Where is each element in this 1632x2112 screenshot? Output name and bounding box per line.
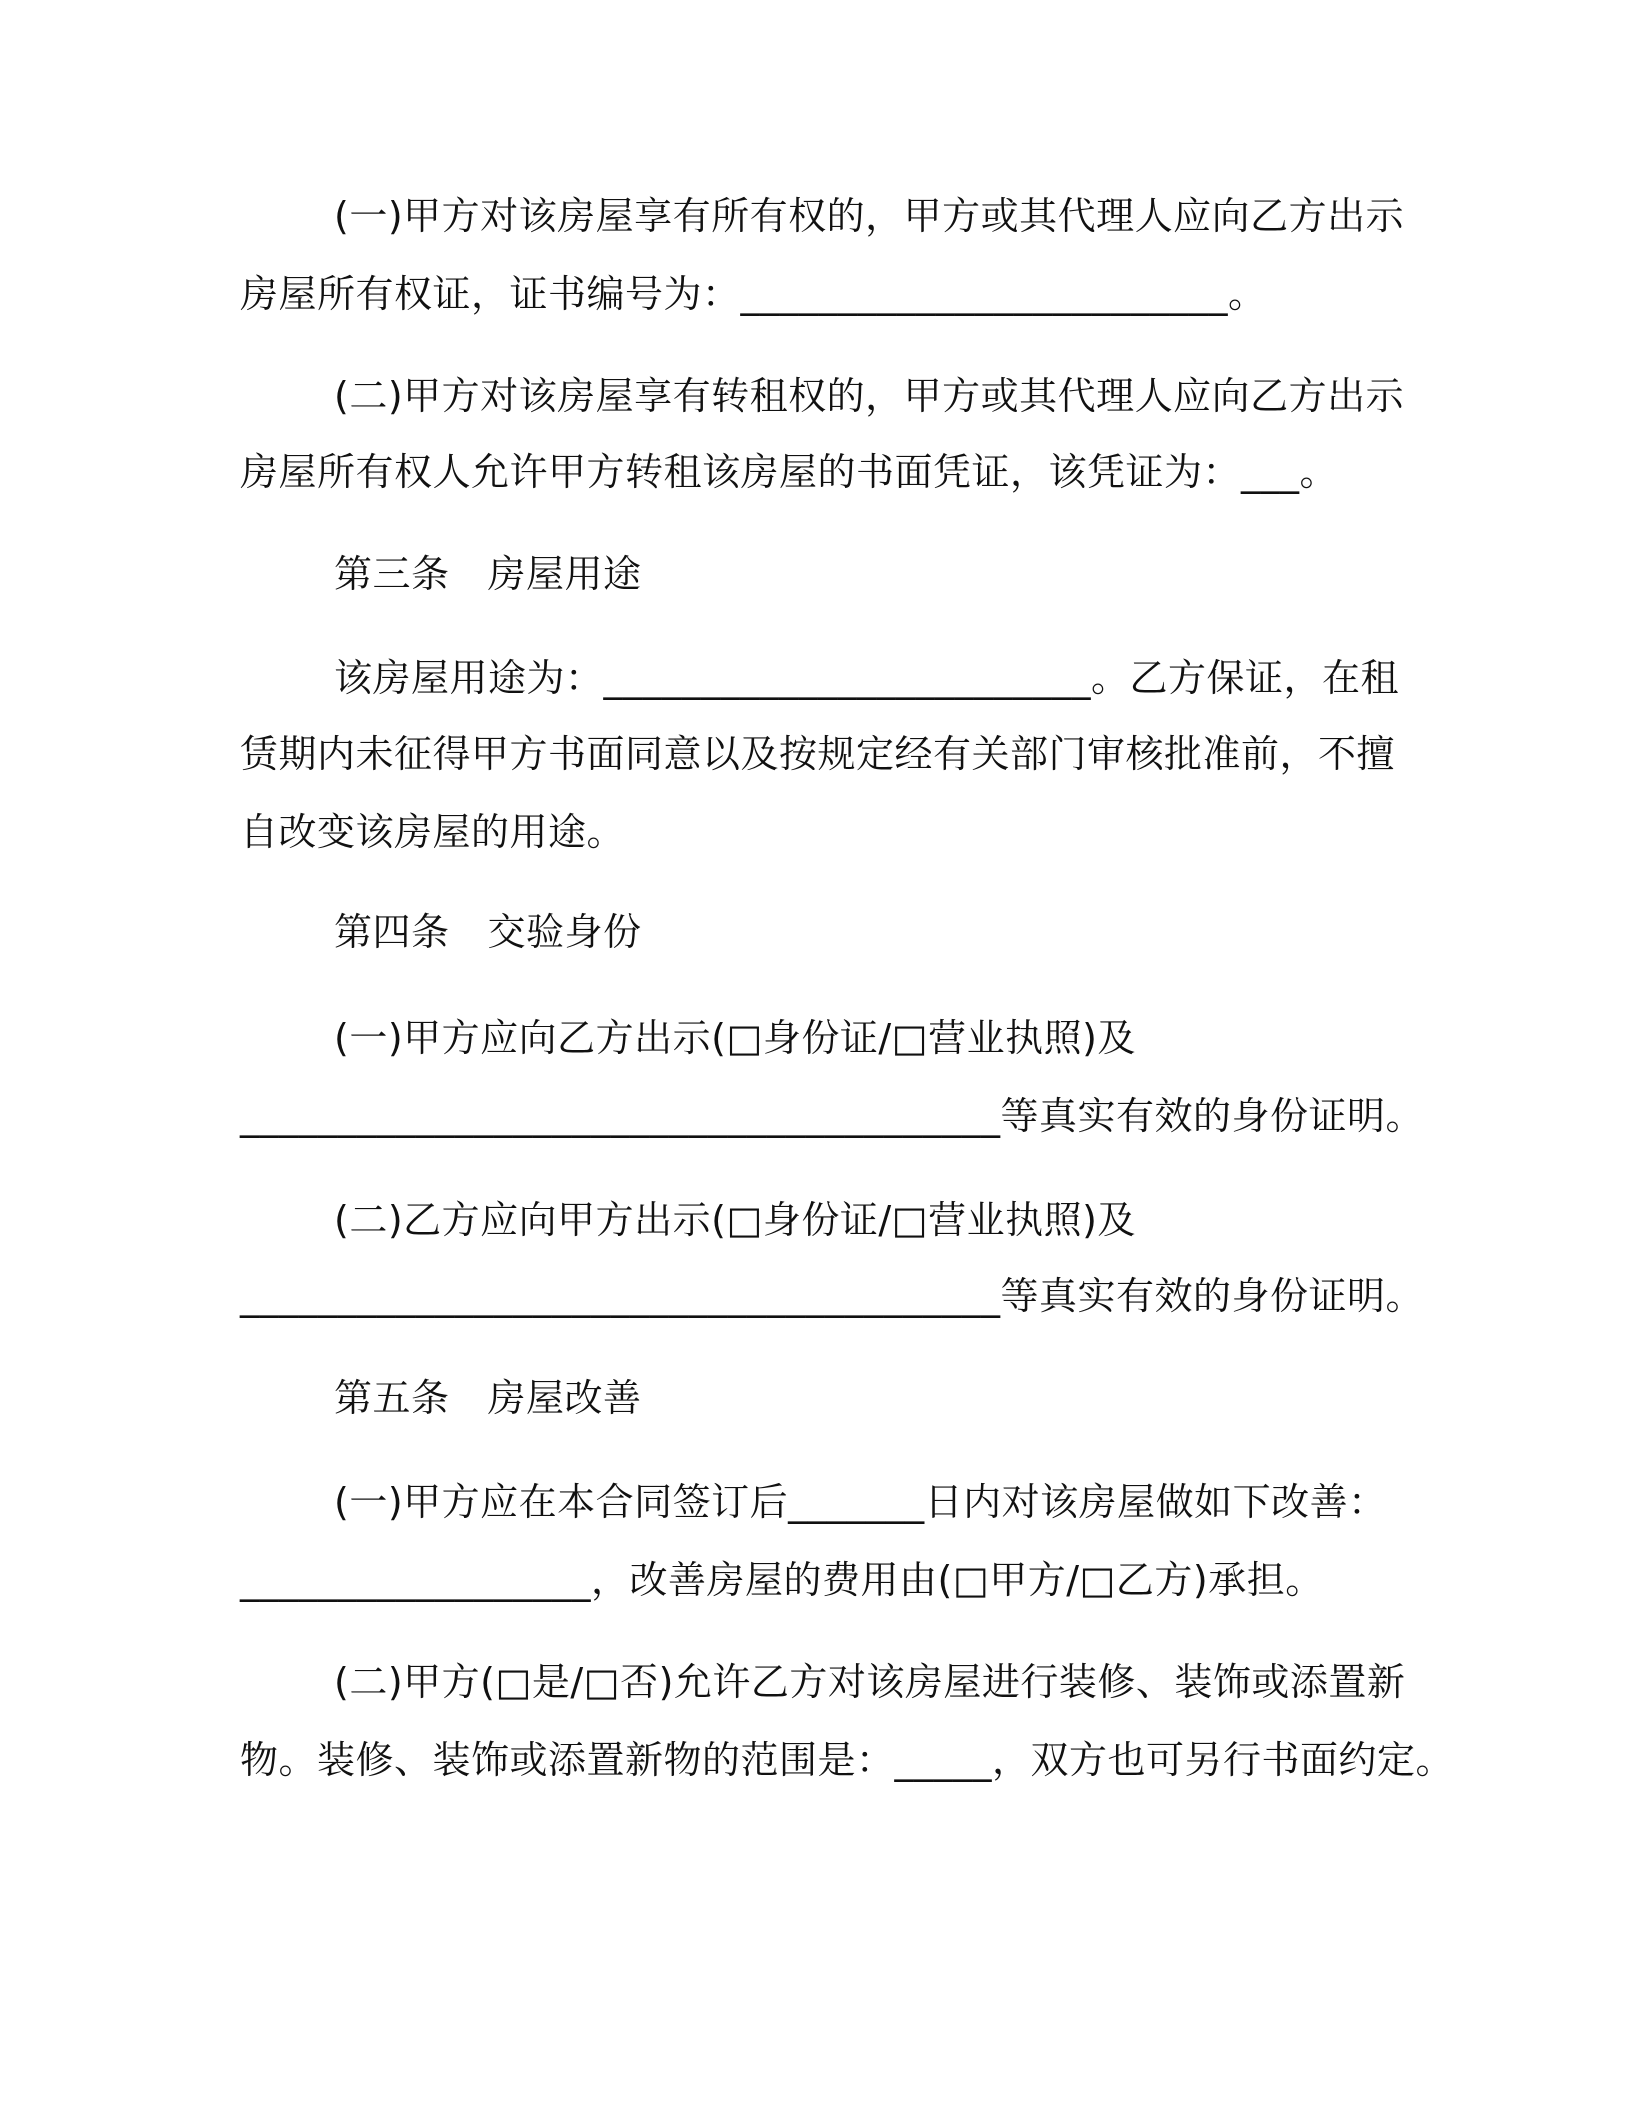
para-3-line-3: 自改变该房屋的用途。	[240, 810, 626, 854]
para-1-line-1: (一)甲方对该房屋享有所有权的，甲方或其代理人应向乙方出示	[334, 194, 1405, 238]
para-4-line-2: _______________________________________等真实有效的身份证明。	[240, 1094, 1425, 1138]
para-4-line-1: (一)甲方应向乙方出示(□身份证/□营业执照)及	[334, 1016, 1136, 1060]
para-6-line-1: (一)甲方应在本合同签订后_______日内对该房屋做如下改善：	[334, 1480, 1387, 1524]
para-5-line-2: _______________________________________等真实有效的身份证明。	[240, 1274, 1425, 1318]
article-3-heading	[334, 548, 642, 600]
article-5-number: 第五条	[334, 1376, 450, 1420]
para-5-line-1: (二)乙方应向甲方出示(□身份证/□营业执照)及	[334, 1198, 1136, 1242]
para-2-line-2: 房屋所有权人允许甲方转租该房屋的书面凭证，该凭证为：___。	[240, 450, 1339, 494]
para-7-line-2: 物。装修、装饰或添置新物的范围是：_____，双方也可另行书面约定。	[240, 1738, 1455, 1782]
article-3-number: 第三条	[334, 552, 450, 596]
article-5-heading	[334, 1372, 642, 1424]
para-6-line-2: __________________，改善房屋的费用由(□甲方/□乙方)承担。	[240, 1558, 1324, 1602]
para-3-line-2: 赁期内未征得甲方书面同意以及按规定经有关部门审核批准前，不擅	[240, 732, 1396, 776]
para-2-line-1: (二)甲方对该房屋享有转租权的，甲方或其代理人应向乙方出示	[334, 374, 1405, 418]
para-1-line-2: 房屋所有权证，证书编号为：_________________________。	[240, 272, 1267, 316]
article-5-title: 房屋改善	[487, 1376, 642, 1420]
article-4-heading	[334, 906, 642, 958]
para-7-line-1: (二)甲方(□是/□否)允许乙方对该房屋进行装修、装饰或添置新	[334, 1660, 1406, 1704]
article-3-title: 房屋用途	[487, 552, 642, 596]
article-4-number: 第四条	[334, 910, 450, 954]
para-3-line-1: 该房屋用途为：_________________________。乙方保证，在租	[334, 656, 1400, 700]
article-4-title: 交验身份	[487, 910, 642, 954]
